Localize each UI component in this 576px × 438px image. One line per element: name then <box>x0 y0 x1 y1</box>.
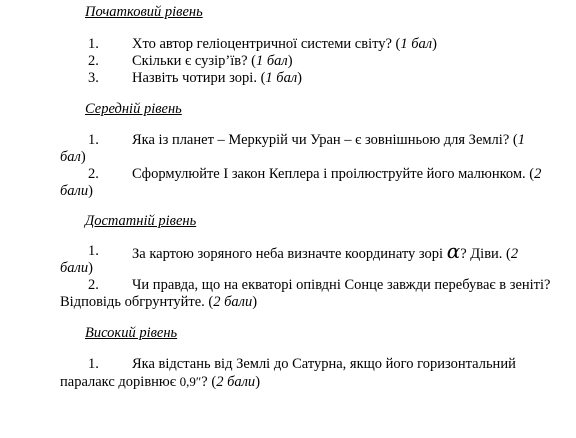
question-text: Яка відстань від Землі до Сатурна, якщо його горизонтальний <box>132 356 516 372</box>
question-number: 2. <box>88 53 99 69</box>
question-text-continuation: бали) <box>60 260 93 276</box>
parallax-value: 0,9″ <box>179 374 202 389</box>
question-text-continuation: паралакс дорівнює 0,9″? (2 бали) <box>60 374 261 390</box>
alpha-symbol: α <box>446 239 461 263</box>
section-title-sufficient: Достатній рівень <box>85 213 197 229</box>
question-number: 2. <box>88 277 99 293</box>
section-title-basic: Початковий рівень <box>85 4 203 20</box>
question-text: Яка із планет – Меркурій чи Уран – є зовнішньою для Землі? (1 <box>132 132 525 148</box>
question-number: 3. <box>88 70 99 86</box>
question-text-continuation: Відповідь обгрунтуйте. (2 бали) <box>60 294 258 310</box>
question-text: Сформулюйте І закон Кеплера і проілюструйте його малюнком. (2 <box>132 166 542 182</box>
question-number: 2. <box>88 166 99 182</box>
question-text: За картою зоряного неба визначте координату зорі α? Діви. (2 <box>132 239 519 263</box>
section-title-intermediate: Середній рівень <box>85 101 182 117</box>
question-number: 1. <box>88 132 99 148</box>
question-number: 1. <box>88 243 99 259</box>
question-number: 1. <box>88 356 99 372</box>
question-number: 1. <box>88 36 99 52</box>
question-text: Скільки є сузір’їв? (1 бал) <box>132 53 293 69</box>
section-title-high: Високий рівень <box>85 325 178 341</box>
question-text-continuation: бали) <box>60 183 93 199</box>
question-text: Назвіть чотири зорі. (1 бал) <box>132 70 303 86</box>
question-text: Чи правда, що на екваторі опівдні Сонце завжди перебуває в зеніті? <box>132 277 551 293</box>
question-text-continuation: бал) <box>60 149 86 165</box>
question-text: Хто автор геліоцентричної системи світу? (1 бал) <box>132 36 437 52</box>
